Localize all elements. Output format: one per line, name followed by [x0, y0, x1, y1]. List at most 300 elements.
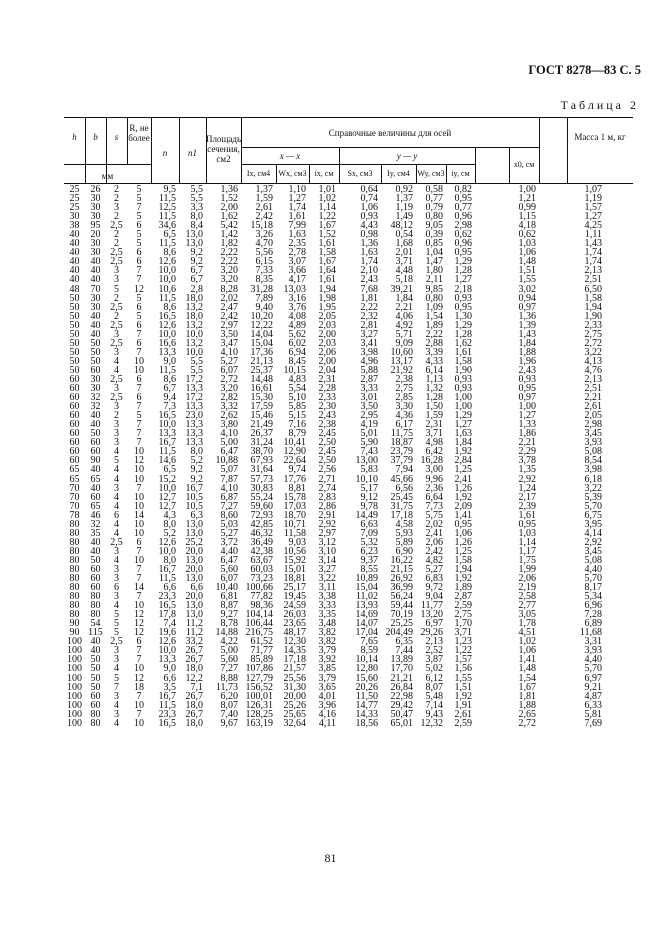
table-cell: 10,0: [158, 265, 176, 277]
axis-x-header: x — x: [279, 151, 301, 161]
col-b: b: [93, 132, 98, 142]
table-cell: 40: [90, 256, 101, 268]
table-cell: 5: [136, 310, 142, 322]
table-cell: 100: [67, 654, 82, 666]
table-cell: 1,41: [518, 654, 536, 666]
table-cell: 0,97: [518, 392, 536, 404]
table-cell: 1,28: [454, 328, 472, 340]
table-cell: 3,07: [288, 256, 306, 268]
table-cell: 13,0: [185, 527, 203, 539]
table-cell: 11,5: [158, 211, 176, 223]
table-cell: 2: [114, 410, 119, 422]
table-cell: 17,18: [390, 509, 413, 521]
table-row: [64, 239, 633, 248]
table-cell: 5,54: [288, 383, 306, 395]
table-cell: 1,26: [454, 482, 472, 494]
table-cell: 7: [136, 419, 142, 431]
table-cell: 1,92: [454, 491, 472, 503]
table-cell: 6,07: [220, 364, 238, 376]
table-cell: 1,58: [318, 247, 336, 259]
table-row: [64, 692, 633, 701]
table-cell: 10,5: [185, 500, 203, 512]
table-cell: 10,40: [215, 582, 238, 594]
table-cell: 9,27: [220, 609, 238, 621]
table-cell: 0,80: [425, 211, 443, 223]
table-cell: 2,62: [220, 410, 238, 422]
table-cell: 7,43: [360, 446, 378, 458]
table-cell: 40: [90, 482, 101, 494]
table-cell: 12,6: [158, 536, 176, 548]
table-cell: 5,42: [220, 220, 238, 232]
table-cell: 50: [90, 672, 101, 684]
table-cell: 1,89: [454, 582, 472, 594]
table-cell: 60: [69, 446, 80, 458]
table-cell: 3,93: [584, 437, 602, 449]
table-row: [64, 185, 633, 194]
table-cell: 80: [90, 708, 101, 720]
table-cell: 3: [114, 708, 119, 720]
table-cell: 4: [114, 663, 119, 675]
table-cell: 13,17: [390, 355, 413, 367]
table-cell: 100,66: [245, 582, 273, 594]
table-cell: 1,49: [395, 211, 413, 223]
table-cell: 16,5: [158, 410, 176, 422]
table-cell: 0,62: [454, 229, 472, 241]
table-cell: 0,93: [454, 383, 472, 395]
table-cell: 70: [69, 482, 80, 494]
table-cell: 126,31: [245, 699, 273, 711]
table-cell: 3,47: [220, 337, 238, 349]
table-cell: 17,70: [390, 663, 413, 675]
table-cell: 0,96: [454, 238, 472, 250]
table-cell: 6,47: [220, 554, 238, 566]
table-cell: 1,84: [518, 337, 536, 349]
table-cell: 95: [90, 220, 101, 232]
table-cell: 60: [69, 392, 80, 404]
table-cell: 70: [69, 500, 80, 512]
table-cell: 6: [136, 636, 142, 648]
table-cell: 5,18: [395, 274, 413, 286]
table-cell: 1,09: [425, 301, 443, 313]
table-cell: 50: [69, 301, 80, 313]
col-ix: ix, см: [314, 169, 334, 178]
table-cell: 80: [90, 600, 101, 612]
table-cell: 1,55: [454, 672, 472, 684]
table-cell: 50: [90, 428, 101, 440]
table-cell: 12: [134, 609, 144, 621]
table-cell: 1,22: [454, 645, 472, 657]
table-cell: 1,88: [518, 699, 536, 711]
table-cell: 17,59: [250, 401, 273, 413]
table-cell: 70: [90, 283, 101, 295]
table-cell: 11,5: [158, 573, 176, 585]
table-cell: 5,39: [584, 491, 602, 503]
table-cell: 40: [69, 265, 80, 277]
table-cell: 1,02: [318, 193, 336, 205]
table-cell: 16,5: [158, 310, 176, 322]
table-cell: 1,94: [454, 563, 472, 575]
table-cell: 1,19: [584, 193, 602, 205]
table-cell: 4: [114, 518, 119, 530]
table-cell: 2,13: [584, 373, 602, 385]
table-header: [64, 117, 633, 184]
table-cell: 10,0: [185, 346, 203, 358]
table-cell: 26,03: [283, 609, 306, 621]
table-cell: 9,78: [360, 500, 378, 512]
table-cell: 6,56: [395, 482, 413, 494]
table-cell: 8,81: [288, 482, 306, 494]
table-cell: 1,35: [518, 464, 536, 476]
table-cell: 50: [69, 355, 80, 367]
table-cell: 100: [67, 681, 82, 693]
table-cell: 48,12: [390, 220, 413, 232]
table-cell: 13,2: [185, 337, 203, 349]
table-cell: 5: [114, 627, 119, 639]
table-cell: 3,31: [584, 636, 602, 648]
table-cell: 8,17: [584, 582, 602, 594]
table-cell: 6: [114, 582, 119, 594]
table-cell: 2,5: [110, 536, 123, 548]
table-cell: 10,15: [283, 364, 306, 376]
table-cell: 48,17: [283, 627, 306, 639]
table-row: [64, 312, 633, 321]
table-cell: 2,42: [255, 211, 273, 223]
table-cell: 31,28: [250, 283, 273, 295]
table-cell: 15,01: [283, 563, 306, 575]
table-cell: 10,0: [158, 328, 176, 340]
table-cell: 37,79: [390, 455, 413, 467]
table-cell: 7,94: [395, 464, 413, 476]
table-row: [64, 547, 633, 556]
table-cell: 3: [114, 437, 119, 449]
table-cell: 8,55: [360, 563, 378, 575]
table-cell: 5,5: [190, 364, 203, 376]
table-cell: 15,46: [250, 410, 273, 422]
table-row: [64, 592, 633, 601]
table-cell: 2,82: [220, 392, 238, 404]
table-cell: 65: [90, 500, 101, 512]
table-cell: 3,16: [288, 292, 306, 304]
table-cell: 2,92: [518, 473, 536, 485]
table-cell: 2,06: [425, 536, 443, 548]
table-cell: 3,32: [220, 401, 238, 413]
table-cell: 50: [69, 346, 80, 358]
table-cell: 10,60: [390, 346, 413, 358]
table-cell: 5,08: [584, 446, 602, 458]
table-cell: 12,7: [158, 500, 176, 512]
table-row: [64, 493, 633, 502]
table-cell: 14,6: [158, 455, 176, 467]
table-cell: 100: [67, 717, 82, 729]
table-cell: 6: [114, 509, 119, 521]
col-Sx: Sx, см3: [347, 169, 373, 178]
table-cell: 4: [114, 491, 119, 503]
table-cell: 6,75: [584, 509, 602, 521]
table-cell: 100: [67, 708, 82, 720]
table-cell: 4: [114, 364, 119, 376]
table-cell: 20,26: [355, 681, 378, 693]
table-row: [64, 565, 633, 574]
table-cell: 50: [69, 292, 80, 304]
table-cell: 7,65: [360, 636, 378, 648]
table-cell: 4,51: [518, 627, 536, 639]
table-cell: 80: [69, 591, 80, 603]
table-cell: 9,0: [163, 355, 176, 367]
table-cell: 2,04: [318, 364, 336, 376]
table-cell: 50: [90, 663, 101, 675]
table-cell: 0,95: [454, 247, 472, 259]
table-row: [64, 438, 633, 447]
table-cell: 30: [90, 301, 101, 313]
table-cell: 4: [114, 473, 119, 485]
table-cell: 2,86: [318, 500, 336, 512]
table-cell: 1,81: [360, 292, 378, 304]
table-cell: 0,96: [454, 211, 472, 223]
table-cell: 18,56: [355, 717, 378, 729]
table-cell: 1,51: [454, 681, 472, 693]
table-row: [64, 420, 633, 429]
table-cell: 10,5: [185, 491, 203, 503]
table-cell: 5,02: [425, 663, 443, 675]
table-cell: 1,64: [318, 265, 336, 277]
table-cell: 6,7: [190, 265, 203, 277]
table-cell: 60: [69, 373, 80, 385]
table-cell: 1,03: [518, 527, 536, 539]
table-cell: 0,93: [360, 211, 378, 223]
table-cell: 1,81: [518, 690, 536, 702]
table-cell: 1,67: [318, 256, 336, 268]
table-cell: 1,17: [518, 545, 536, 557]
table-cell: 1,99: [518, 563, 536, 575]
table-cell: 3: [114, 690, 119, 702]
table-cell: 11,5: [158, 193, 176, 205]
table-cell: 72,93: [250, 509, 273, 521]
table-cell: 2,45: [318, 428, 336, 440]
table-cell: 7,44: [395, 645, 413, 657]
table-cell: 1,41: [454, 509, 472, 521]
table-cell: 16,7: [158, 563, 176, 575]
table-cell: 2,41: [454, 473, 472, 485]
table-cell: 2,30: [318, 401, 336, 413]
table-cell: 21,13: [250, 355, 273, 367]
table-cell: 14,49: [355, 509, 378, 521]
table-cell: 30: [69, 211, 80, 223]
table-cell: 40: [90, 636, 101, 648]
table-cell: 1,74: [288, 202, 306, 214]
table-cell: 46: [90, 509, 101, 521]
table-cell: 1,61: [518, 509, 536, 521]
table-cell: 1,61: [318, 274, 336, 286]
table-cell: 1,01: [318, 184, 336, 195]
table-cell: 2,87: [454, 591, 472, 603]
table-cell: 9,2: [190, 256, 203, 268]
table-cell: 10,88: [215, 455, 238, 467]
table-cell: 1,28: [454, 265, 472, 277]
table-cell: 5: [136, 184, 142, 195]
table-cell: 5,93: [395, 527, 413, 539]
table-cell: 12,6: [158, 256, 176, 268]
table-cell: 1,29: [454, 256, 472, 268]
table-row: [64, 465, 633, 474]
table-row: [64, 683, 633, 692]
table-cell: 3,80: [220, 419, 238, 431]
table-cell: 24,59: [283, 600, 306, 612]
table-cell: 6,35: [395, 636, 413, 648]
table-cell: 25: [69, 184, 80, 195]
table-cell: 0,39: [425, 229, 443, 241]
table-cell: 2,95: [360, 410, 378, 422]
table-cell: 23,3: [158, 708, 176, 720]
table-cell: 163,19: [245, 717, 273, 729]
table-cell: 31,75: [390, 500, 413, 512]
table-cell: 77,82: [250, 591, 273, 603]
table-cell: 0,95: [518, 518, 536, 530]
table-cell: 30: [90, 238, 101, 250]
col-R: R, не более: [128, 123, 150, 143]
table-cell: 6,64: [425, 491, 443, 503]
table-cell: 4: [114, 500, 119, 512]
table-cell: 5,2: [163, 527, 176, 539]
table-row: [64, 330, 633, 339]
table-cell: 16,7: [158, 437, 176, 449]
table-cell: 40: [69, 256, 80, 268]
table-cell: 13,0: [185, 554, 203, 566]
table-cell: 10: [134, 500, 144, 512]
table-cell: 1,25: [454, 545, 472, 557]
table-cell: 6: [136, 301, 142, 313]
table-row: [64, 719, 633, 728]
table-cell: 4,11: [318, 717, 336, 729]
table-cell: 3,20: [220, 265, 238, 277]
table-cell: 55,24: [250, 491, 273, 503]
table-cell: 7,73: [425, 500, 443, 512]
table-row: [64, 475, 633, 484]
table-cell: 2,77: [518, 600, 536, 612]
table-cell: 2,10: [360, 265, 378, 277]
table-cell: 1,91: [454, 699, 472, 711]
table-cell: 13,0: [185, 573, 203, 585]
table-cell: 10: [134, 527, 144, 539]
table-cell: 2: [114, 229, 119, 241]
table-cell: 1,50: [425, 401, 443, 413]
table-cell: 1,78: [518, 618, 536, 630]
table-cell: 11,5: [158, 446, 176, 458]
table-cell: 60: [69, 437, 80, 449]
table-cell: 40: [90, 410, 101, 422]
table-cell: 46,32: [250, 527, 273, 539]
table-cell: 2,50: [318, 455, 336, 467]
table-cell: 2,5: [110, 256, 123, 268]
table-cell: 7: [136, 437, 142, 449]
table-row: [64, 655, 633, 664]
table-cell: 10,56: [283, 545, 306, 557]
table-cell: 6,5: [163, 464, 176, 476]
table-cell: 1,43: [518, 328, 536, 340]
table-cell: 6,5: [163, 229, 176, 241]
table-cell: 7: [136, 265, 142, 277]
table-cell: 216,75: [245, 627, 273, 639]
table-row: [64, 411, 633, 420]
table-cell: 9,4: [163, 392, 176, 404]
table-cell: 6: [136, 373, 142, 385]
table-cell: 40: [90, 274, 101, 286]
table-cell: 1,74: [584, 247, 602, 259]
table-cell: 20,0: [185, 563, 203, 575]
table-cell: 2,02: [425, 518, 443, 530]
table-cell: 7: [136, 202, 142, 214]
table-cell: 30: [90, 373, 101, 385]
table-cell: 5,62: [288, 328, 306, 340]
table-cell: 1,75: [518, 554, 536, 566]
table-cell: 10,20: [250, 310, 273, 322]
table-cell: 25,56: [283, 672, 306, 684]
col-x0: x0, см: [513, 160, 535, 169]
table-cell: 6: [136, 247, 142, 259]
table-cell: 2,13: [584, 265, 602, 277]
table-cell: 4,89: [288, 319, 306, 331]
table-cell: 1,52: [220, 193, 238, 205]
table-cell: 9,43: [425, 708, 443, 720]
table-cell: 1,62: [454, 337, 472, 349]
table-cell: 10: [134, 464, 144, 476]
table-cell: 80: [90, 717, 101, 729]
table-cell: 2,39: [518, 500, 536, 512]
table-cell: 3,98: [584, 464, 602, 476]
table-cell: 16,7: [158, 690, 176, 702]
table-cell: 2,17: [518, 491, 536, 503]
table-cell: 15,04: [250, 337, 273, 349]
col-n: n: [162, 148, 168, 158]
table-cell: 6,7: [190, 274, 203, 286]
table-cell: 10: [134, 600, 144, 612]
table-cell: 5,27: [425, 563, 443, 575]
table-row: [64, 601, 633, 610]
table-cell: 3,22: [584, 346, 602, 358]
table-cell: 9,03: [288, 536, 306, 548]
table-cell: 1,32: [425, 383, 443, 395]
table-row: [64, 384, 633, 393]
table-cell: 80: [69, 554, 80, 566]
table-cell: 2,91: [318, 509, 336, 521]
col-Wy: Wy, см3: [417, 169, 445, 178]
table-cell: 0,77: [454, 202, 472, 214]
table-cell: 6: [136, 319, 142, 331]
table-cell: 1,96: [518, 355, 536, 367]
table-row: [64, 674, 633, 683]
table-cell: 7,28: [584, 609, 602, 621]
table-cell: 16,5: [158, 600, 176, 612]
table-cell: 1,03: [518, 238, 536, 250]
table-cell: 2,61: [584, 401, 602, 413]
table-cell: 20,0: [185, 591, 203, 603]
table-cell: 6: [136, 536, 142, 548]
table-row: [64, 339, 633, 348]
table-cell: 13,0: [185, 600, 203, 612]
table-cell: 104,14: [245, 609, 273, 621]
table-cell: 1,56: [454, 663, 472, 675]
table-cell: 60: [90, 582, 101, 594]
table-cell: 12,22: [250, 319, 273, 331]
table-cell: 3,78: [518, 455, 536, 467]
table-cell: 31,30: [283, 681, 306, 693]
table-cell: 13,3: [185, 383, 203, 395]
table-cell: 1,30: [454, 310, 472, 322]
table-cell: 4,14: [584, 527, 602, 539]
table-cell: 6,02: [288, 337, 306, 349]
table-cell: 100: [67, 636, 82, 648]
table-cell: 8,78: [220, 618, 238, 630]
table-cell: 3,95: [584, 518, 602, 530]
